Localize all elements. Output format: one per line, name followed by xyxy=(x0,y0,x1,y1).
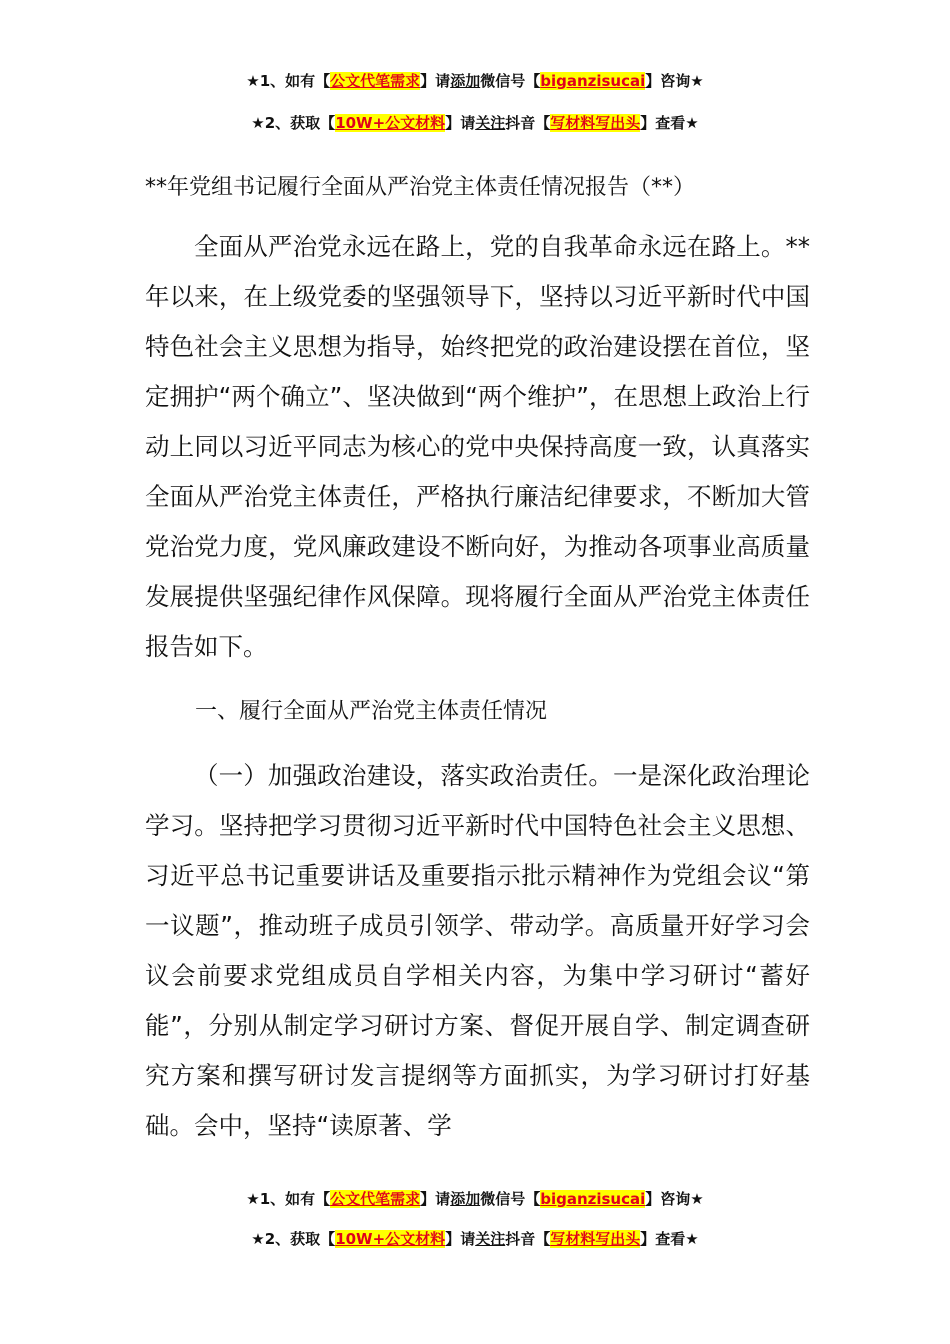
promo-banner-top-line2 xyxy=(0,112,950,133)
banner-text: 抖音【 xyxy=(505,1230,551,1248)
banner-underline: 关注 xyxy=(475,114,506,132)
promo-banner-bottom-line2 xyxy=(0,1228,950,1249)
banner-text: 】查看★ xyxy=(640,1230,699,1248)
banner-highlight: 写材料写出头 xyxy=(550,1230,641,1248)
intro-paragraph: 全面从严治党永远在路上，党的自我革命永远在路上。**年以来，在上级党委的坚强领导下，坚持以习近平新时代中国特色社会主义思想为指导，始终把党的政治建设摆在首位，坚定拥护“两个确立”、坚决做到“两个维护”，在思想上政治上行动上同以习近平同志为核心的党中央保持高度一致，认真落实全面从严治党主体责任，严格执行廉洁纪律要求，不断加大管党治党力度，党风廉政建设不断向好，为推动各项事业高质量发展提供坚强纪律作风保障。现将履行全面从严治党主体责任报告如下。 xyxy=(145,232,810,661)
banner-text: 】请 xyxy=(445,1230,476,1248)
document-title: **年党组书记履行全面从严治党主体责任情况报告（**） xyxy=(145,175,696,200)
banner-text: 】请 xyxy=(420,1190,451,1208)
banner-highlight: 公文代笔需求 xyxy=(330,72,421,90)
banner-text: 微信号【 xyxy=(480,1190,541,1208)
banner-highlight: biganzisucai xyxy=(540,72,646,90)
banner-highlight: 写材料写出头 xyxy=(550,114,641,132)
banner-text: 】请 xyxy=(420,72,451,90)
banner-text: ★2、获取【 xyxy=(251,1230,336,1248)
banner-text: 】咨询★ xyxy=(645,1190,704,1208)
banner-text: 】请 xyxy=(445,114,476,132)
banner-text: 】查看★ xyxy=(640,114,699,132)
banner-highlight: 10W+公文材料 xyxy=(335,114,446,132)
promo-banner-bottom-line1 xyxy=(0,1188,950,1209)
section-heading: 一、履行全面从严治党主体责任情况 xyxy=(195,699,548,724)
promo-banner-top-line1 xyxy=(0,70,950,91)
banner-text: ★2、获取【 xyxy=(251,114,336,132)
banner-highlight: 公文代笔需求 xyxy=(330,1190,421,1208)
banner-text: 微信号【 xyxy=(480,72,541,90)
banner-text: ★1、如有【 xyxy=(246,1190,331,1208)
banner-text: 】咨询★ xyxy=(645,72,704,90)
banner-underline: 关注 xyxy=(475,1230,506,1248)
banner-underline: 添加 xyxy=(450,72,481,90)
banner-text: ★1、如有【 xyxy=(246,72,331,90)
section-paragraph: （一）加强政治建设，落实政治责任。一是深化政治理论学习。坚持把学习贯彻习近平新时代中国特色社会主义思想、习近平总书记重要讲话及重要指示批示精神作为党组会议“第一议题”，推动班子成员引领学、带动学。高质量开好学习会议会前要求党组成员自学相关内容，为集中学习研讨“蓄好能”，分别从制定学习研讨方案、督促开展自学、制定调查研究方案和撰写研讨发言提纲等方面抓实，为学习研讨打好基础。会中，坚持“读原著、学 xyxy=(145,761,810,1140)
banner-text: 抖音【 xyxy=(505,114,551,132)
banner-underline: 添加 xyxy=(450,1190,481,1208)
banner-highlight: biganzisucai xyxy=(540,1190,646,1208)
banner-highlight: 10W+公文材料 xyxy=(335,1230,446,1248)
